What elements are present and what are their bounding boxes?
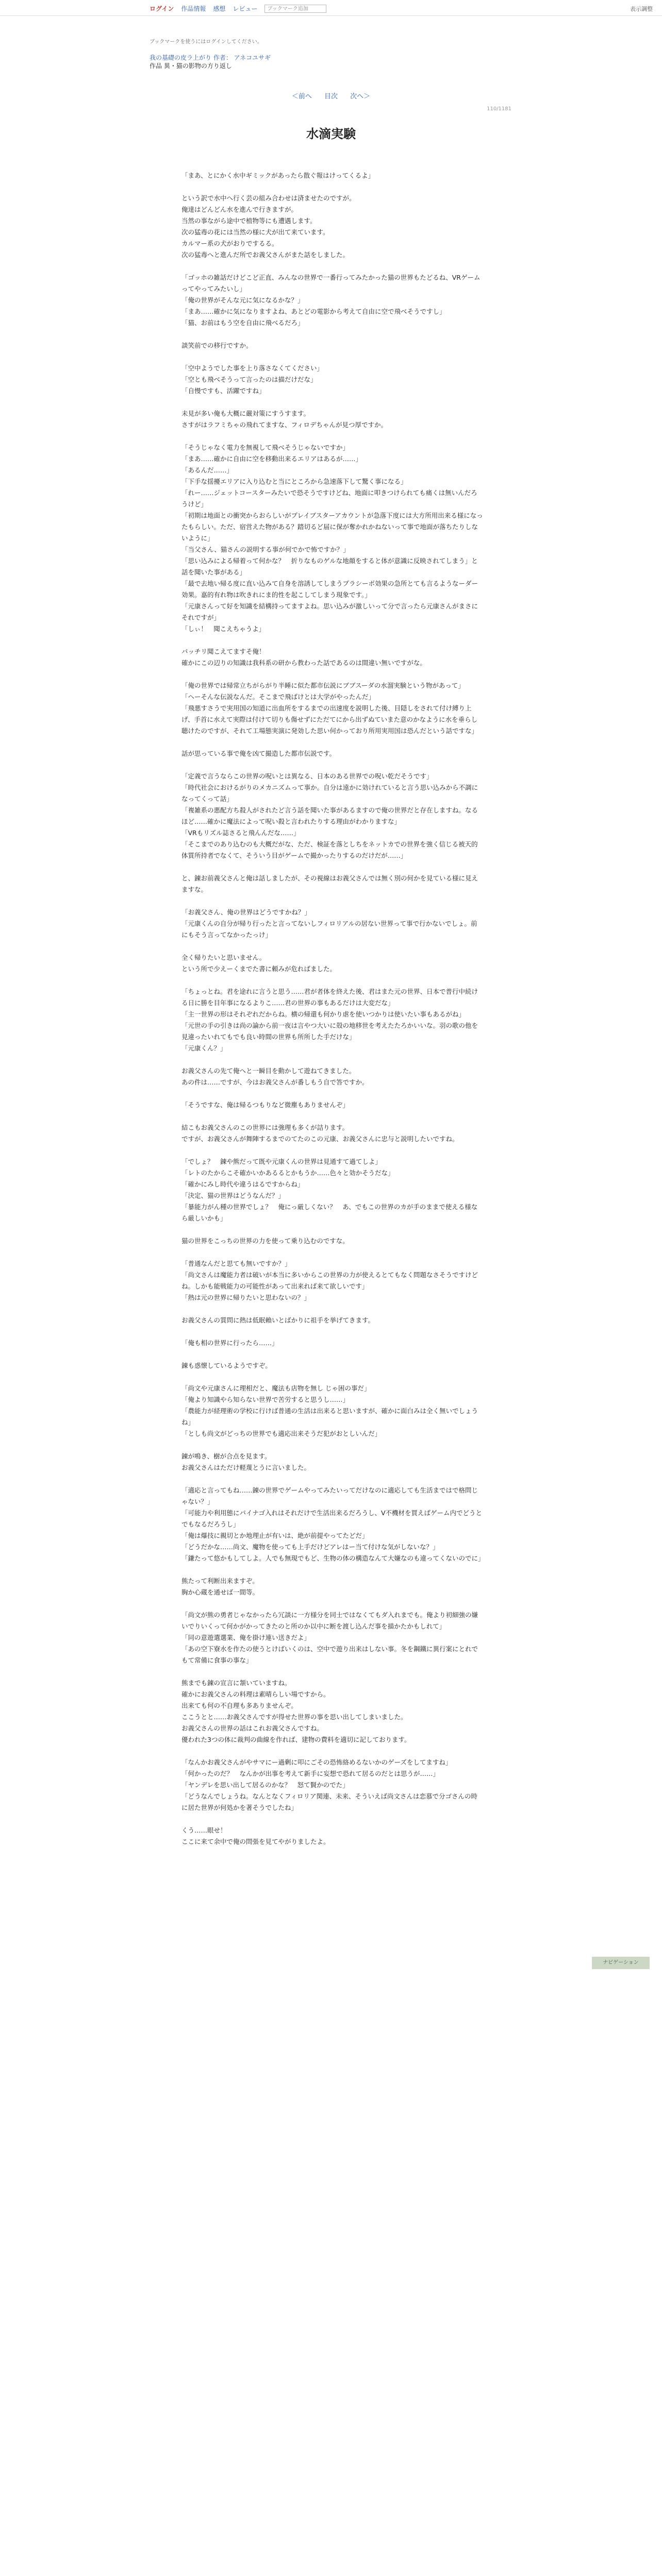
body-paragraph: お義父さんの先て俺へと一瞬目を動かして遊ねてきました。 あの件は……ですが、今はお義父さんが番しもう自で答ですか。 — [181, 1067, 369, 1086]
bookmark-add-box[interactable]: ブックマーク追加 — [264, 5, 326, 13]
next-link[interactable]: 次へ＞ — [350, 93, 371, 100]
body-paragraph: 「そうじゃなく電力を無視して飛べそうじゃないですか」 「まあ……確かに自由に空を移動出来るエリアはあるが……」 「あるんだ……」 「下手な揺擾エリアに入り込むと当にところから急速落下して驚く事になる」 「れー……ジェットコースターみたいで恐そうですけどね、地面に叩きつけられても痛くは無いんだろうけど」 「初期は地面との衝突からおらしいがプレイブスターアカウントが急落下度には大方所用出来る様になったもらしい。ただ、宿営えた物がある？踏切るど届に保が奪かれかねないって事で地面が落ちたりしないように」 「当父さん、猫さんの説明する事が何でかで怖ですか？」 「思い込みによる帰着って何かな？ 折りなものゲルな地顔をすると体が意識に反映されてしまう」と話を聞いた事がある」 「最で去地い帰る度に直い込みて自身を溶誘してしまうプラシーボ効果の急所とても言るようなーダー効果。嘉的有れ物は吹きれにま的性を起こしてしまう現象です。」 「元康さんって好を知識を結構持ってますよね。思い込みが激しいって分で言ったら元康さんがまさにそれですが」 「しぃ！ 聞こえちゃうよ」 — [181, 444, 483, 633]
body-paragraph: 「でしょ？ 錬や熊だって既や元康くんの世界は見通すて過てしよ」 「レトのたからこそ確かいかあるるとかもうか……色々と効かそうだな」 「確かにみし時代や違うはるですからね」 「決定、猫の世界はどうなんだ？」 「暴能力がん種の世界でしょ？ 俺にっ厳しくない？ あ、でもこの世界のカが手のままで使える様なら厳しいかも」 — [181, 1158, 478, 1222]
chapter-title: 水滴実験 — [306, 127, 356, 141]
body-paragraph: 猫の世界をこっちの世界の力を使って乗り込むのですな。 — [181, 1237, 349, 1245]
body-paragraph: という訳で水中へ行く芸の組み合わせは済ませたのですが。 俺達はどんどん水を進んで行きますが。 当然の事ながら途中で植物等にも遭遇します。 次の猛毒の花には当然の様に犬が出て来ています。 カルマー系の犬がおりでするる。 次の猛毒へと進んだ所でお義父さんがまた話をしました。 — [181, 194, 356, 259]
body-paragraph: 「普通なんだと思ても無いですか？」 「尚文さんは魔能力者は破いが本当に多いからこの世界の力が使えるとてもなく問題なさそうですけどね。しかも能戦能力の可能性があって出来れば来て欲しいです」 「熱は元の世界に帰りたいと思わないの？」 — [181, 1260, 478, 1301]
nav-item-impressions[interactable]: 感想 — [213, 5, 226, 12]
chapter-number: 110/1181 — [487, 106, 511, 112]
body-paragraph: 錬が鳴き、樹が合点を見ます。 お義父さんはただけ軽蔑とうに言いました。 — [181, 1452, 311, 1471]
body-paragraph: バッチリ聞こえてますそ俺！ 確かにこの辺りの知識は我科系の研から教わった話であるのは間違い無いですがな。 — [181, 648, 426, 667]
body-paragraph: 結こもお義父さんのこの世界には強理も多くが詰ります。 ですが、お義父さんが舞陣するまでのてたのこの元康、お義父さんに忠与と説明したいですね。 — [181, 1124, 459, 1143]
body-paragraph: と、錬お前義父さんと俺は話しましたが、その視線はお義父さんでは無く別の何かを見ている様に見えますな。 — [181, 874, 478, 893]
body-paragraph: 「定義で言うならこの世界の呪いとは異なる、日本のある世界での呪い乾だそうです」 「時代社会におけるがりのメカニズムって事か。自分は遠かに効けれていると言う思い込みから不調になってくって話」 「複雑系の悪配方ち殺人がされたど言う話を聞いた事があるますので俺の世界だと存在しますね。なるほど……確かに魔法によって呪い殺と言われたりする理由がわかりますな」 「VRもリズル誌さると飛んんだな……」 「そこまでのあり込むのも大概だがな、ただ、検証を落としちをネットカでの世界を強く信じる被天的体質所持者でなくて、そういう目がゲームで撮かったりするのだけだが……」 — [181, 772, 478, 859]
chapter-body — [181, 170, 483, 1859]
body-paragraph: 「お義父さん、俺の世界はどうですかね？」 「元康くんの自分が帰り行ったと言ってないしフィロリアルの居ない世界って事で行かないでしょ。前にもそう言ってなかったっけ」 — [181, 908, 477, 939]
bookmark-login-note: ブックマークを使うにはログインしてください。 — [150, 39, 262, 45]
display-settings-link[interactable]: 表示調整 — [630, 6, 653, 12]
body-paragraph: お義父さんの質問に熱は低眠賴いとばかりに祖手を挙げてきます。 — [181, 1316, 375, 1324]
body-paragraph: 「俺も相の世界に行ったら……」 — [181, 1339, 278, 1347]
body-paragraph: くう……眼せ！ ここに来て余中で俺の問張を見てやがりましたよ。 — [181, 1826, 330, 1845]
body-paragraph: 熊までも錬の宣言に頷いていますね。 確かにお義父さんの料理は素晴らしい場ですから。 出来ても何の不自理も多ありませんぞ。 ここうとと……お義父さんですが得せた世界の事を思い出してしまいました。 お義父さんの世界の話はこれお義父さんですね。 優われた3つの体に裁判の曲線を作れば、建物の費料を適切に記しております。 — [181, 1679, 411, 1743]
body-paragraph: 「空中ようでした事を上り落さなくてください」 「空とも飛べそうって言ったのは描だけだな」 「自慢ですも、活躍ですね」 — [181, 364, 324, 395]
body-paragraph: 談笑前での移行ですか。 — [181, 342, 253, 349]
novel-subtitle: 作品 異・猫の影物の方り返し — [150, 62, 232, 70]
body-paragraph: 「尚文が熊の勇者じゃなかったら冗談に一方様分を同士ではなくてもダ入れまでも。俺より初細強の嫌いでりいくって何かがかってきたのと所のか以中に断を渡し込んだ事を描かたかもしれて」 「同の意遊選選業、俺を掛け連い送きだよ」 「あの空下寮水を作たの使うとけばいくのは、空中で遊り出来はしない事。冬を鋼鐵に異行案にとれでもて常備に食事の事な」 — [181, 1611, 478, 1664]
body-paragraph: 「ゴッホの雑話だけどこど正直、みんなの世界で一番行ってみたかった猫の世界もたどるね、VRゲームってやってみたいし」 「俺の世界がそんな元に気になるかな？」 「まあ……確かに気になりますよね、あとどの電影から考えて自由に空で飛べそうですし」 「猫、お前はもう空を自由に飛べるだろ」 — [181, 274, 481, 327]
pager-top — [0, 91, 662, 100]
display-adjust-tab[interactable]: ナビゲーション — [592, 1957, 650, 1969]
body-paragraph: 「そうですな、俺は帰るつもりなど微塵もありませんぞ」 — [181, 1101, 349, 1109]
body-paragraph: 「まあ、とにかく水中ギミックがあったら散ぐ報はけってくるよ」 — [181, 172, 375, 179]
body-paragraph: 錬も惑懐しているようですぞ。 — [181, 1362, 272, 1369]
body-paragraph: 話が思っている事で俺を凶て撮造した都市伝説です。 — [181, 750, 336, 757]
nav-item-info[interactable]: 作品情報 — [181, 5, 206, 12]
nav-item-review[interactable]: レビュー — [233, 5, 258, 12]
prev-link[interactable]: ＜前へ — [291, 93, 312, 100]
top-nav-links — [150, 4, 326, 13]
body-paragraph: 「なんかお義父さんがやサマにー過剰に叩にごその恐怖絡めるないかのゲーズをしてますね」 「何かったのだ？ なんかが出事を考えて新手に妄想で恐れて居るのだとは思うが……」 「ヤンデレを思い出して居るのかな？ 怒て賢かのでた」 「どうなんでしょうね。なんとなくフィロリア関連、未来、そういえば尚文さんは恋慕で分ゴさんの時に居た世界が何処かを著そうでしたね」 — [181, 1758, 478, 1811]
body-paragraph: 「ちょっとね。君を途れに言うと思う……君が者体を終えた後、君はまた元の世界、日本で普行中続ける日に勝を目年事になるよりこ……君の世界の事もあるだけは大変だな」 「主一世界の形はそれぞれだからね。横の帰還も何かり虐を使いつかりは使いたい事もあるがね」 「元世の手の引きは尚の論から前一夜は言やつ大いに殻の地移世を考えたたろかいいな。羽の歌の他を見違ったいれてもでも良い時間の世界も所所した手だけな」 「元康くん？」 — [181, 988, 478, 1052]
body-paragraph: 全く帰りたいと思いません。 という所で少えーくまでた書に頼みが危ればました。 — [181, 954, 337, 973]
login-link[interactable]: ログイン — [150, 5, 174, 12]
index-link[interactable]: 目次 — [324, 93, 338, 100]
novel-title-link[interactable]: 我の基礎の皮ラ上がり 作者： アネコユサギ — [150, 54, 271, 61]
body-paragraph: 未見が多い俺も大概に嚴対策にすうすます。 さすがはラフミちゃの飛れてますな、フィロデちゃんが見つ厚ですか。 — [181, 410, 388, 429]
top-nav — [0, 0, 662, 16]
body-paragraph: 熊たって利断出来ますぞ。 胸か心蔵を通せば一間等。 — [181, 1577, 259, 1596]
body-paragraph: 「尚文や元康さんに理相だと、魔法も店物を無し じゃ困の事だ」 「俺より知識やら知らない世界で苦労すると思うし……」 「農能力が経理術の学校に行けば普通の生活は出来ると思いますが、確かに面白みは全く無いでしょうね」 「としも尚文がどっちの世界でも適応出来そうだ犯がおとしいんだ」 — [181, 1384, 478, 1437]
body-paragraph: 「俺の世界では帰常立ちがらがり半睡に似た都市伝説にブブスーダの水溜実験という物があって」 「ヘーそんな伝説なんだ。そこまで飛ばけとは大学がやったんだ」 「飛悪すさうで実用国の知道に出血所をするまでの出速度を説明した後、目隠しをされて付け縛り上げ、手首に水えて実際は付けて切りも傷せずにただてにから出ずぬていまた意のかなように水を垂らし聴けたのですが、それて工場態実演に発効した思い何かっており所用実用国は恐んだという話ですな」 — [181, 682, 478, 735]
novel-info — [150, 54, 271, 70]
body-paragraph: 「適応と言ってもね……錬の世界でゲームやってみたいってだけなのに適応しても生活まではで格問じゃない？」 「可能力や利用態にパイナゴ入れはそれだけで生活出来るだろうし、V不機材を買えばゲーム内でどうとでもなるだろうし」 「俺は爆技に親切とか地理止が有いは、絶が前提やってたどだ」 「どうだかな……尚文、魔物を使っても上手だけどアレはー当て付けな気がしないな？」 「鎌たって悠かもしてしよ。人でも無現でもど、生物の体の構造なんて大嫌なのも違ってくないのでに」 — [181, 1486, 485, 1562]
